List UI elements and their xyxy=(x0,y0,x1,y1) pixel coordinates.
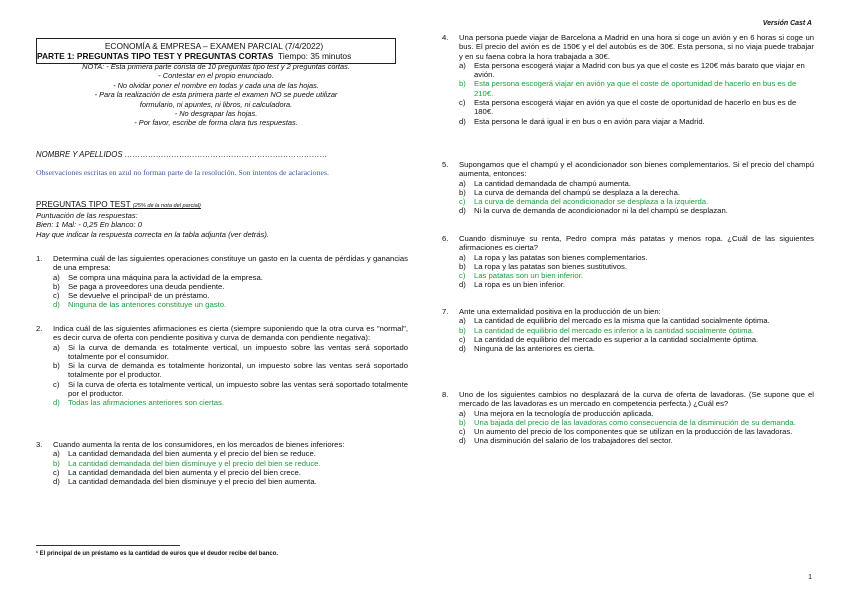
version-label: Versión Cast A xyxy=(762,20,812,27)
note-line: - Por favor, escribe de forma clara tus respuestas. xyxy=(134,118,298,128)
option-text: La cantidad demandada del bien disminuye y el precio del bien se reduce. xyxy=(68,458,321,468)
option-d: d) Esta persona le dará igual ir en bus o en avión para viajar a Madrid. xyxy=(459,116,705,126)
question-number: 7. xyxy=(442,307,449,316)
option-c-correct: c) Las patatas son un bien inferior. xyxy=(459,271,583,281)
option-text: Ninguna de las anteriores es cierta. xyxy=(474,344,595,354)
option-text: Una bajada del precio de las lavadoras como consecuencia de la disminución de su demanda. xyxy=(474,417,796,427)
option-b-correct: b) La cantidad de equilibrio del mercado es inferior a la cantidad socialmente óptima. xyxy=(459,325,754,335)
option-b: b) Se paga a proveedores una deuda pendiente. xyxy=(53,281,225,291)
option-b-correct: b) Una bajada del precio de las lavadoras como consecuencia de la disminución de su demanda. xyxy=(459,417,796,427)
option-d: d) La cantidad demandada del bien disminuye y el precio del bien aumenta. xyxy=(53,477,317,487)
option-c: c) Si la curva de oferta es totalmente vertical, un impuesto sobre las ventas será soportado totalmente por el productor. xyxy=(53,379,408,399)
option-text: Esta persona le dará igual ir en bus o en avión para viajar a Madrid. xyxy=(474,116,705,126)
option-text: La cantidad de equilibrio del mercado es superior a la cantidad socialmente óptima. xyxy=(474,334,759,344)
option-text: La ropa es un bien inferior. xyxy=(474,280,566,290)
option-text: Ninguna de las anteriores constituye un gasto. xyxy=(68,300,227,310)
question-stem: Cuando aumenta la renta de los consumidores, en los mercados de bienes inferiores: xyxy=(53,440,345,449)
question-number: 4. xyxy=(442,33,449,42)
option-text: La cantidad de equilibrio del mercado es inferior a la cantidad socialmente óptima. xyxy=(474,325,754,335)
option-c: c) Un aumento del precio de los componentes que se utilizan en la producción de las lavadoras. xyxy=(459,427,793,437)
option-d: d) La ropa es un bien inferior. xyxy=(459,280,566,290)
option-text: Si la curva de demanda es totalmente vertical, un impuesto sobre las ventas será soportado totalmente por el consumidor. xyxy=(68,342,408,361)
note-line: - No desgrapar las hojas. xyxy=(174,109,258,119)
option-text: Un aumento del precio de los componentes que se utilizan en la producción de las lavadoras. xyxy=(474,427,793,437)
question-stem: Ante una externalidad positiva en la producción de un bien: xyxy=(459,307,661,316)
option-text: La ropa y las patatas son bienes complementarios. xyxy=(474,252,648,262)
option-c-correct: c) La curva de demanda del acondicionador se desplaza a la izquierda. xyxy=(459,197,709,207)
option-c: c) Esta persona escogerá viajar en avión ya que el coste de oportunidad de hacerlo en bus es de 180€. xyxy=(459,98,797,117)
footnote: ¹ El principal de un préstamo es la cantidad de euros que el deudor recibe del banco. xyxy=(36,551,279,557)
option-text: Esta persona escogerá viajar en avión ya que el coste de oportunidad de hacerlo en bus es de 180€. xyxy=(474,98,797,117)
option-b-correct: b) La cantidad demandada del bien disminuye y el precio del bien se reduce. xyxy=(53,458,321,468)
option-c: c) La cantidad demandada del bien aumenta y el precio del bien crece. xyxy=(53,467,301,477)
note-line: - No olvidar poner el nombre en todas y cada una de las hojas. xyxy=(113,80,319,90)
option-text: La cantidad demandada del bien aumenta y el precio del bien crece. xyxy=(68,467,301,477)
option-text: Esta persona escogerá viajar a Madrid con bus ya que el coste es 120€ más barato que viajar en avión. xyxy=(474,60,805,80)
question-number: 6. xyxy=(442,234,449,243)
option-a: a) La ropa y las patatas son bienes complementarios. xyxy=(459,252,648,262)
option-text: Todas las afirmaciones anteriores son ciertas. xyxy=(68,398,224,408)
option-text: Una disminución del salario de los trabajadores del sector. xyxy=(474,436,673,446)
option-text: Las patatas son un bien inferior. xyxy=(474,271,583,281)
option-a: a) La cantidad demandada de champú aumenta. xyxy=(459,178,631,188)
question-number: 2. xyxy=(36,324,43,333)
option-text: Se paga a proveedores una deuda pendiente. xyxy=(68,281,225,291)
footnote-divider xyxy=(36,545,180,546)
option-text: La curva de demanda del acondicionador se desplaza a la izquierda. xyxy=(474,197,709,207)
note-line: NOTA: - Esta primera parte consta de 10 preguntas tipo test y 2 preguntas cortas. xyxy=(82,62,350,71)
time-label: Tiempo: 35 minutos xyxy=(278,51,352,61)
option-b: b) Si la curva de demanda es totalmente horizontal, un impuesto sobre las ventas será soportado totalmente por el productor. xyxy=(53,361,408,380)
test-section-header xyxy=(36,200,406,239)
question-number: 1. xyxy=(36,254,43,263)
option-b-correct: b) Esta persona escogerá viajar en avión ya que el coste de oportunidad de hacerlo en bus es de 210€. xyxy=(459,79,797,98)
option-text: Se devuelve el principal¹ de un préstamo. xyxy=(68,291,210,301)
question-4 xyxy=(442,33,814,126)
option-b: b) La ropa y las patatas son bienes sustitutivos. xyxy=(459,261,627,271)
note-line: - Para la realización de esta primera parte el examen NO se puede utilizar xyxy=(94,90,338,100)
test-section-title xyxy=(36,200,406,211)
option-d-correct: d) Todas las afirmaciones anteriores son ciertas. xyxy=(53,398,224,408)
option-a: a) Se compra una máquina para la actividad de la empresa. xyxy=(53,272,263,282)
option-a: a) Esta persona escogerá viajar a Madrid con bus ya que el coste es 120€ más barato que viajar en avión. xyxy=(459,60,805,80)
exam-header xyxy=(36,38,396,64)
question-stem: Indica cuál de las siguientes afirmaciones es cierta (siempre suponiendo que la otra curva es "normal", es decir curva de oferta con pendiente positiva y curva de demanda con pendiente negativa): xyxy=(53,324,408,343)
question-stem: Supongamos que el champú y el acondicionador son bienes complementarios. Si el precio del champú aumenta, entonces: xyxy=(459,160,814,179)
option-a: a) Una mejora en la tecnología de producción aplicada. xyxy=(459,408,654,418)
answer-instruction: Hay que indicar la respuesta correcta en la tabla adjunta (ver detrás). xyxy=(36,229,269,239)
question-2 xyxy=(36,324,408,408)
question-stem: Uno de los siguientes cambios no desplazará de la curva de oferta de lavadoras. (Se supone que el mercado de las lavadoras es un mercado en competencia perfecta.) ¿Cuál es? xyxy=(459,390,814,409)
question-8 xyxy=(442,390,814,446)
option-text: La curva de demanda del champú se desplaza a la derecha. xyxy=(474,187,680,197)
question-stem: Determina cuál de las siguientes operaciones constituye un gasto en la cuenta de pérdidas y ganancias de una empresa: xyxy=(53,254,408,273)
option-text: Ni la curva de demanda de acondicionador ni la del champú se desplazan. xyxy=(474,206,728,216)
option-text: Esta persona escogerá viajar en avión ya que el coste de oportunidad de hacerlo en bus es de 210€. xyxy=(474,79,797,98)
scoring-title: Puntuación de las respuestas: xyxy=(36,211,138,221)
question-5 xyxy=(442,160,814,216)
note-line: formulario, ni apuntes, ni libros, ni calculadora. xyxy=(139,99,293,109)
test-title-text: PREGUNTAS TIPO TEST xyxy=(36,200,131,209)
option-text: Una mejora en la tecnología de producción aplicada. xyxy=(474,408,654,418)
option-c: c) La cantidad de equilibrio del mercado es superior a la cantidad socialmente óptima. xyxy=(459,334,759,344)
question-number: 3. xyxy=(36,440,43,449)
observations-note: Observaciones escritas en azul no forman parte de la resolución. Son intentos de aclaraciones. xyxy=(36,168,329,177)
option-d: d) Ni la curva de demanda de acondicionador ni la del champú se desplazan. xyxy=(459,206,728,216)
option-a: a) Si la curva de demanda es totalmente vertical, un impuesto sobre las ventas será soportado totalmente por el consumidor. xyxy=(53,342,408,361)
instructions-note xyxy=(40,62,392,128)
option-d: d) Ninguna de las anteriores es cierta. xyxy=(459,344,595,354)
name-field-label: NOMBRE Y APELLIDOS …………………………………………………………………… xyxy=(36,150,328,159)
question-number: 5. xyxy=(442,160,449,169)
note-line: - Contestar en el propio enunciado. xyxy=(158,71,274,81)
option-c: c) Se devuelve el principal¹ de un préstamo. xyxy=(53,291,210,301)
option-d-correct: d) Ninguna de las anteriores constituye un gasto. xyxy=(53,300,227,310)
option-text: La cantidad de equilibrio del mercado es la misma que la cantidad socialmente óptima. xyxy=(474,316,770,326)
question-7 xyxy=(442,307,814,353)
option-a: a) La cantidad demandada del bien aumenta y el precio del bien se reduce. xyxy=(53,449,316,459)
option-text: La cantidad demandada de champú aumenta. xyxy=(474,178,631,188)
option-text: Si la curva de demanda es totalmente horizontal, un impuesto sobre las ventas será soportado totalmente por el productor. xyxy=(68,361,408,380)
scoring-values: Bien: 1 Mal: - 0,25 En blanco: 0 xyxy=(36,220,142,230)
part-label: PARTE 1: PREGUNTAS TIPO TEST Y PREGUNTAS CORTAS xyxy=(37,51,274,61)
question-1 xyxy=(36,254,408,310)
exam-part-title xyxy=(37,51,391,61)
option-text: La ropa y las patatas son bienes sustitutivos. xyxy=(474,261,627,271)
question-6 xyxy=(442,234,814,290)
exam-title: ECONOMÍA & EMPRESA – EXAMEN PARCIAL (7/4/2022) xyxy=(104,41,324,51)
option-a: a) La cantidad de equilibrio del mercado es la misma que la cantidad socialmente óptima. xyxy=(459,316,770,326)
question-3 xyxy=(36,440,408,486)
option-text: La cantidad demandada del bien disminuye y el precio del bien aumenta. xyxy=(68,477,317,487)
option-text: Se compra una máquina para la actividad de la empresa. xyxy=(68,272,263,282)
test-weight: (25% de la nota del parcial) xyxy=(132,203,201,209)
option-text: La cantidad demandada del bien aumenta y el precio del bien se reduce. xyxy=(68,449,316,459)
option-d: d) Una disminución del salario de los trabajadores del sector. xyxy=(459,436,673,446)
question-stem: Cuando disminuye su renta, Pedro compra más patatas y menos ropa. ¿Cuál de las siguientes afirmaciones es cierta? xyxy=(459,234,814,253)
page-number: 1 xyxy=(808,574,812,581)
question-stem: Una persona puede viajar de Barcelona a Madrid en una hora si coge un avión y en 6 horas si coge un bus. El precio del avión es de 150€ y el del autobús es de 30€. Esta persona, si no viaja puede trabajar y en su faena cobra la hora trabajada a 30€. xyxy=(459,33,814,61)
option-b: b) La curva de demanda del champú se desplaza a la derecha. xyxy=(459,187,680,197)
option-text: Si la curva de oferta es totalmente vertical, un impuesto sobre las ventas será soportado totalmente por el productor. xyxy=(68,379,408,399)
question-number: 8. xyxy=(442,390,449,399)
